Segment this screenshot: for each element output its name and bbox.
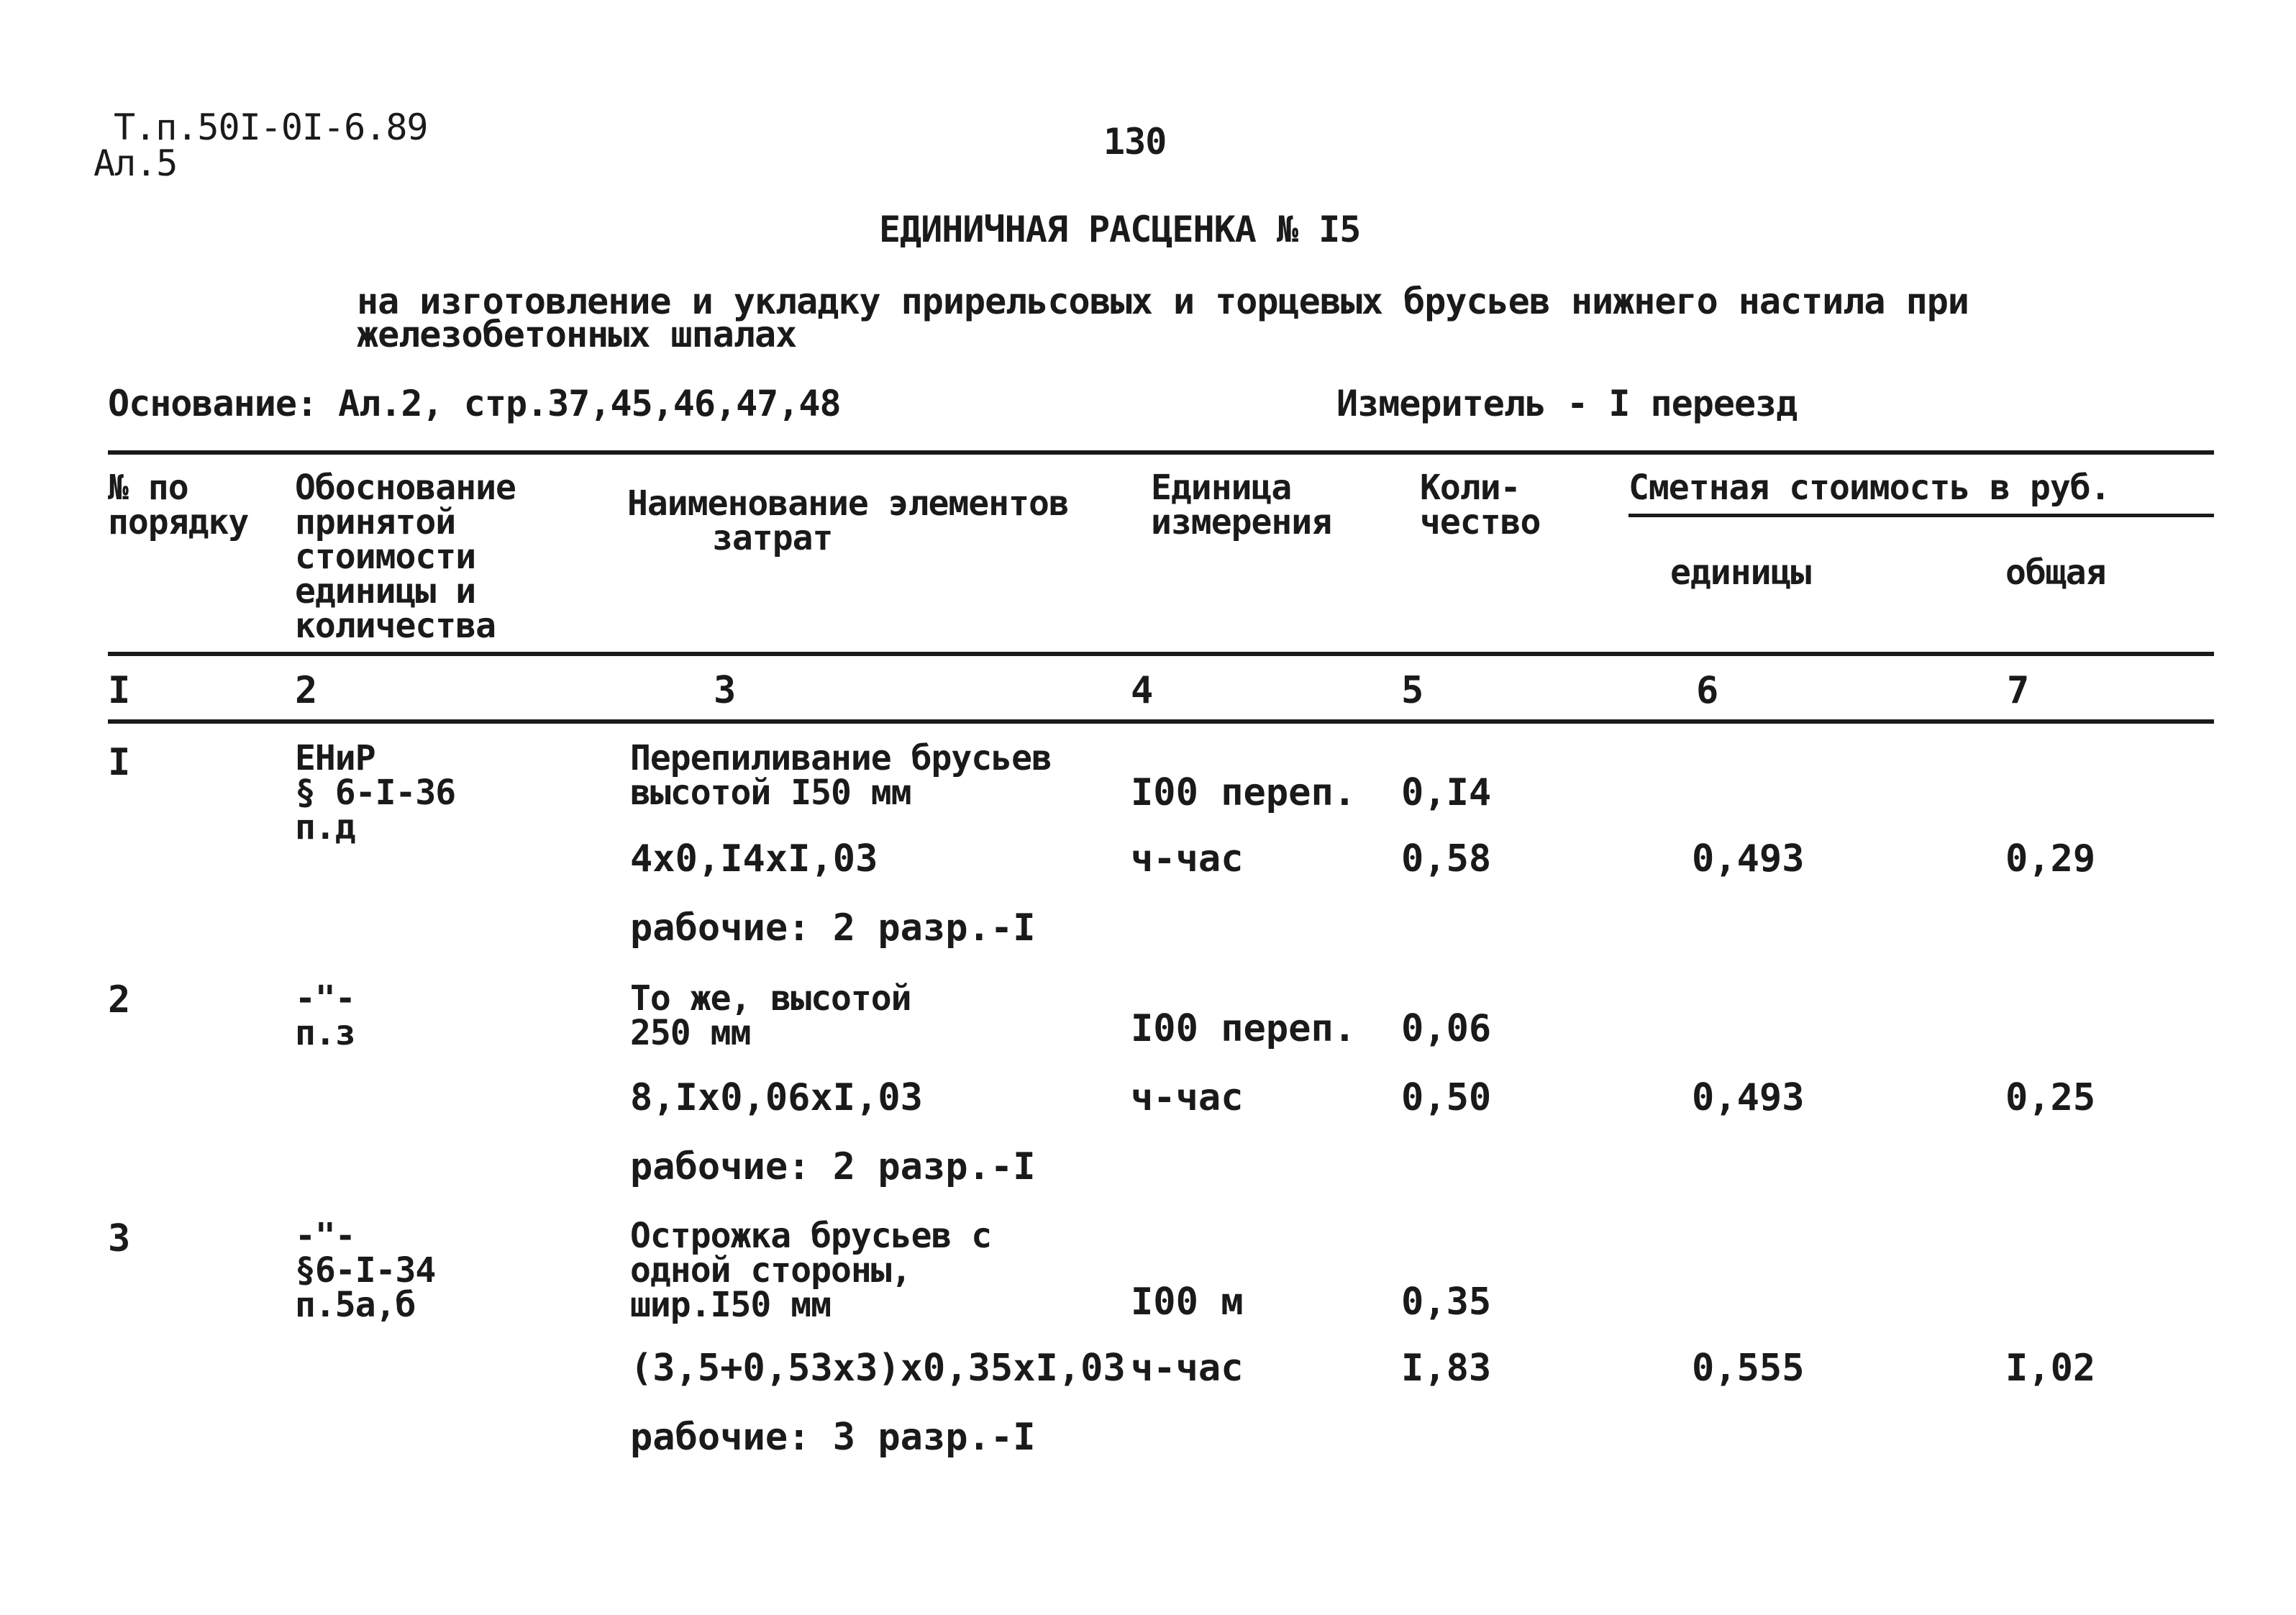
row-2-basis: -"- п.з bbox=[295, 978, 355, 1053]
header-row-number: № по порядку bbox=[108, 468, 249, 542]
row-3-total-cost: I,02 bbox=[2005, 1347, 2096, 1390]
header-unit: Единица измерения bbox=[1151, 468, 1332, 542]
row-2-formula-unit: ч-час bbox=[1131, 1076, 1244, 1119]
row-1-formula-unit: ч-час bbox=[1131, 837, 1244, 881]
column-number-1: I bbox=[108, 669, 131, 712]
column-number-6: 6 bbox=[1696, 669, 1719, 712]
row-1-number: I bbox=[108, 741, 131, 784]
unit-of-measure: Измеритель - I переезд bbox=[1336, 383, 1798, 424]
header-unit-cost: единицы bbox=[1670, 552, 1811, 593]
header-basis: Обоснование принятой стоимости единицы и количества bbox=[295, 468, 516, 646]
row-3-unit: I00 м bbox=[1131, 1280, 1244, 1324]
row-2-number: 2 bbox=[108, 978, 131, 1022]
row-2-quantity: 0,06 bbox=[1401, 1007, 1492, 1050]
row-3-number: 3 bbox=[108, 1217, 131, 1260]
row-3-formula-quantity: I,83 bbox=[1401, 1347, 1492, 1390]
document-subtitle-line2: железобетонных шпалах bbox=[357, 314, 797, 355]
header-estimated-cost: Сметная стоимость в руб. bbox=[1628, 468, 2110, 508]
basis-reference: Основание: Ал.2, стр.37,45,46,47,48 bbox=[108, 383, 841, 424]
row-2-total-cost: 0,25 bbox=[2005, 1076, 2096, 1119]
header-quantity: Коли- чество bbox=[1420, 468, 1541, 542]
column-number-7: 7 bbox=[2007, 669, 2030, 712]
row-1-workers: рабочие: 2 разр.-I bbox=[630, 906, 1036, 950]
row-2-unit: I00 переп. bbox=[1131, 1007, 1357, 1050]
row-3-workers: рабочие: 3 разр.-I bbox=[630, 1416, 1036, 1459]
row-1-formula: 4х0,I4хI,03 bbox=[630, 837, 878, 881]
document-code: Т.п.50I-0I-6.89 bbox=[114, 106, 428, 148]
table-top-rule bbox=[108, 450, 2214, 455]
row-3-unit-cost: 0,555 bbox=[1692, 1347, 1805, 1390]
row-3-quantity: 0,35 bbox=[1401, 1280, 1492, 1324]
cost-group-rule bbox=[1628, 514, 2214, 517]
page-number: 130 bbox=[1103, 121, 1167, 163]
row-2-unit-cost: 0,493 bbox=[1692, 1076, 1805, 1119]
column-number-4: 4 bbox=[1131, 669, 1154, 712]
row-1-unit-cost: 0,493 bbox=[1692, 837, 1805, 881]
header-total-cost: общая bbox=[2005, 552, 2106, 593]
header-cost-element-name: Наименование элементов затрат bbox=[627, 483, 1069, 558]
row-1-quantity: 0,I4 bbox=[1401, 771, 1492, 814]
row-1-name: Перепиливание брусьев высотой I50 мм bbox=[630, 738, 1052, 813]
column-number-2: 2 bbox=[295, 669, 318, 712]
column-numbers-rule bbox=[108, 719, 2214, 724]
row-3-formula: (3,5+0,53х3)х0,35хI,03 bbox=[630, 1347, 1126, 1390]
column-number-3: 3 bbox=[714, 669, 737, 712]
row-1-unit: I00 переп. bbox=[1131, 771, 1357, 814]
row-1-formula-quantity: 0,58 bbox=[1401, 837, 1492, 881]
row-1-basis: ЕНиР § 6-I-36 п.д bbox=[295, 738, 456, 847]
header-bottom-rule bbox=[108, 652, 2214, 656]
row-3-basis: -"- §6-I-34 п.5а,б bbox=[295, 1216, 436, 1325]
document-subtitle-line1: на изготовление и укладку прирельсовых и торцевых брусьев нижнего настила при bbox=[357, 281, 1969, 322]
row-3-formula-unit: ч-час bbox=[1131, 1347, 1244, 1390]
row-1-total-cost: 0,29 bbox=[2005, 837, 2096, 881]
document-title: ЕДИНИЧНАЯ РАСЦЕНКА № I5 bbox=[879, 209, 1361, 250]
row-2-name: То же, высотой 250 мм bbox=[630, 978, 911, 1053]
row-2-formula-quantity: 0,50 bbox=[1401, 1076, 1492, 1119]
column-number-5: 5 bbox=[1401, 669, 1424, 712]
row-2-formula: 8,Iх0,06хI,03 bbox=[630, 1076, 923, 1119]
row-2-workers: рабочие: 2 разр.-I bbox=[630, 1145, 1036, 1188]
row-3-name: Острожка брусьев с одной стороны, шир.I50 мм bbox=[630, 1216, 992, 1325]
album-number: Ал.5 bbox=[94, 142, 178, 184]
